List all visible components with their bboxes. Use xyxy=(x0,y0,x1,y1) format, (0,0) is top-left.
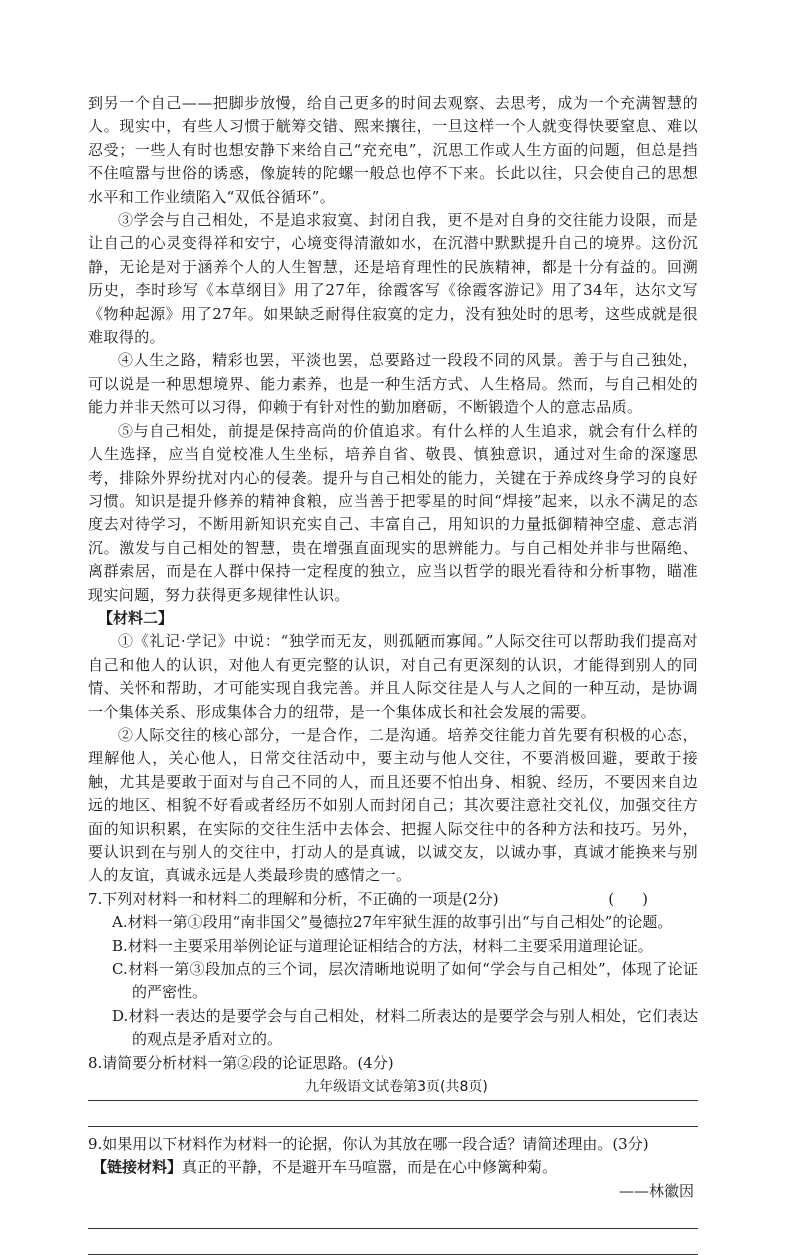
material1-paragraph-4: ④人生之路，精彩也罢，平淡也罢，总要路过一段段不同的风景。善于与自己独处，可以说是一种思想境界、能力素养，也是一种生活方式、人生格局。然而，与自己相处的能力并非天然可以习得，仰赖于有针对性的勤加磨砺，不断锻造个人的意志品质。 xyxy=(88,351,698,417)
question-8-stem: 8.请简要分析材料一第②段的论证思路。(4分) xyxy=(88,1053,394,1072)
material2-paragraph-1: ①《礼记·学记》中说：“独学而无友，则孤陋而寡闻。”人际交往可以帮助我们提高对自己和他人的认识，对他人有更完整的认识，对自己有更深刻的认识，才能得到别人的同情、关怀和帮助，才可能实现自我完善。并且人际交往是人与人之间的一种互动，是协调一个集体关系、形成集体合力的纽带，是一个集体成长和社会发展的需要。 xyxy=(88,632,698,721)
link-material xyxy=(92,1156,698,1179)
option-b: B.材料一主要采用举例论证与道理论证相结合的方法，材料二主要采用道理论证。 xyxy=(112,936,653,955)
quote-author: ——林徽因 xyxy=(618,1181,694,1200)
link-material-label: 【链接材料】 xyxy=(92,1158,183,1177)
option-a: A.材料一第①段用“南非国父”曼德拉27年牢狱生涯的故事引出“与自己相处”的论题。 xyxy=(112,913,673,932)
option-d: D.材料一表达的是要学会与自己相处，材料二所表达的是要学会与别人相处，它们表达的观点是矛盾对立的。 xyxy=(112,1006,698,1049)
material1-paragraph-2-tail: 到另一个自己——把脚步放慢，给自己更多的时间去观察、去思考，成为一个充满智慧的人。现实中，有些人习惯于觥筹交错、熙来攘往，一旦这样一个人就变得快要窒息、难以忍受；一些人有时也想安静下来给自己“充充电”，沉思工作或人生方面的问题，但总是挡不住喧嚣与世俗的诱惑，像旋转的陀螺一般总也停不下来。长此以往，只会使自己的思想水平和工作业绩陷入“双低谷循环”。 xyxy=(88,94,698,206)
material2-title: 【材料二】 xyxy=(98,608,174,627)
answer-bracket[interactable]: () xyxy=(608,889,676,908)
answer-line[interactable] xyxy=(88,1101,698,1127)
link-material-text: 真正的平静，不是避开车马喧嚣，而是在心中修篱种菊。 xyxy=(182,1158,558,1177)
question-8 xyxy=(88,1052,698,1075)
question-9 xyxy=(88,1133,698,1156)
material2-paragraph-2: ②人际交往的核心部分，一是合作，二是沟通。培养交往能力首先要有积极的心态，理解他人，关心他人，日常交往活动中，要主动与他人交往，不要消极回避，要敢于接触，尤其是要敢于面对与自己不同的人，而且还要不怕出身、相貌、经历，不要因来自边远的地区、相貌不好看或者经历不如别人而封闭自己；其次要注意社交礼仪，加强交往方面的知识积累，在实际的交往生活中去体会、把握人际交往中的各种方法和技巧。另外，要认识到在与别人的交往中，打动人的是真诚，以诚交友，以诚办事，真诚才能换来与别人的友谊，真诚永远是人类最珍贵的感情之一。 xyxy=(88,725,698,885)
question-7-stem: 7.下列对材料一和材料二的理解和分析，不正确的一项是(2分) xyxy=(88,889,499,908)
material1-paragraph-3: ③学会与自己相处，不是追求寂寞、封闭自我，更不是对自身的交往能力设限，而是让自己的心灵变得祥和安宁，心境变得清澈如水，在沉潜中默默提升自己的境界。这份沉静，无论是对于涵养个人的人生智慧，还是培育理性的民族精神，都是十分有益的。回溯历史，李时珍写《本草纲目》用了27年，徐霞客写《徐霞客游记》用了34年，达尔文写《物种起源》用了27年。如果缺乏耐得住寂寞的定力，没有独处时的思考，这些成就是很难取得的。 xyxy=(88,211,698,347)
material1-paragraph-5: ⑤与自己相处，前提是保持高尚的价值追求。有什么样的人生追求，就会有什么样的人生选择，应当自觉校准人生坐标，培养自省、敬畏、慎独意识，通过对生命的深邃思考，排除外界纷扰对内心的侵袭。提升与自己相处的能力，关键在于养成终身学习的良好习惯。知识是提升修养的精神食粮，应当善于把零星的时间“焊接”起来，以永不满足的态度去对待学习，不断用新知识充实自己、丰富自己，用知识的力量抵御精神空虚、意志消沉。激发与自己相处的智慧，贵在增强直面现实的思辨能力。与自己相处并非与世隔绝、离群索居，而是在人群中保持一定程度的独立，应当以哲学的眼光看待和分析事物，瞄准现实问题，努力获得更多规律性认识。 xyxy=(88,421,698,604)
option-c: C.材料一第③段加点的三个词，层次清晰地说明了如何“学会与自己相处”，体现了论证的严密性。 xyxy=(112,960,698,1002)
question-9-stem: 9.如果用以下材料作为材料一的论据，你认为其放在哪一段合适？请简述理由。(3分) xyxy=(88,1135,649,1154)
question-7 xyxy=(88,888,698,911)
answer-line[interactable] xyxy=(88,1229,698,1255)
page-footer: 九年级语文试卷第3页(共8页) xyxy=(305,1079,488,1095)
answer-line[interactable] xyxy=(88,1203,698,1229)
